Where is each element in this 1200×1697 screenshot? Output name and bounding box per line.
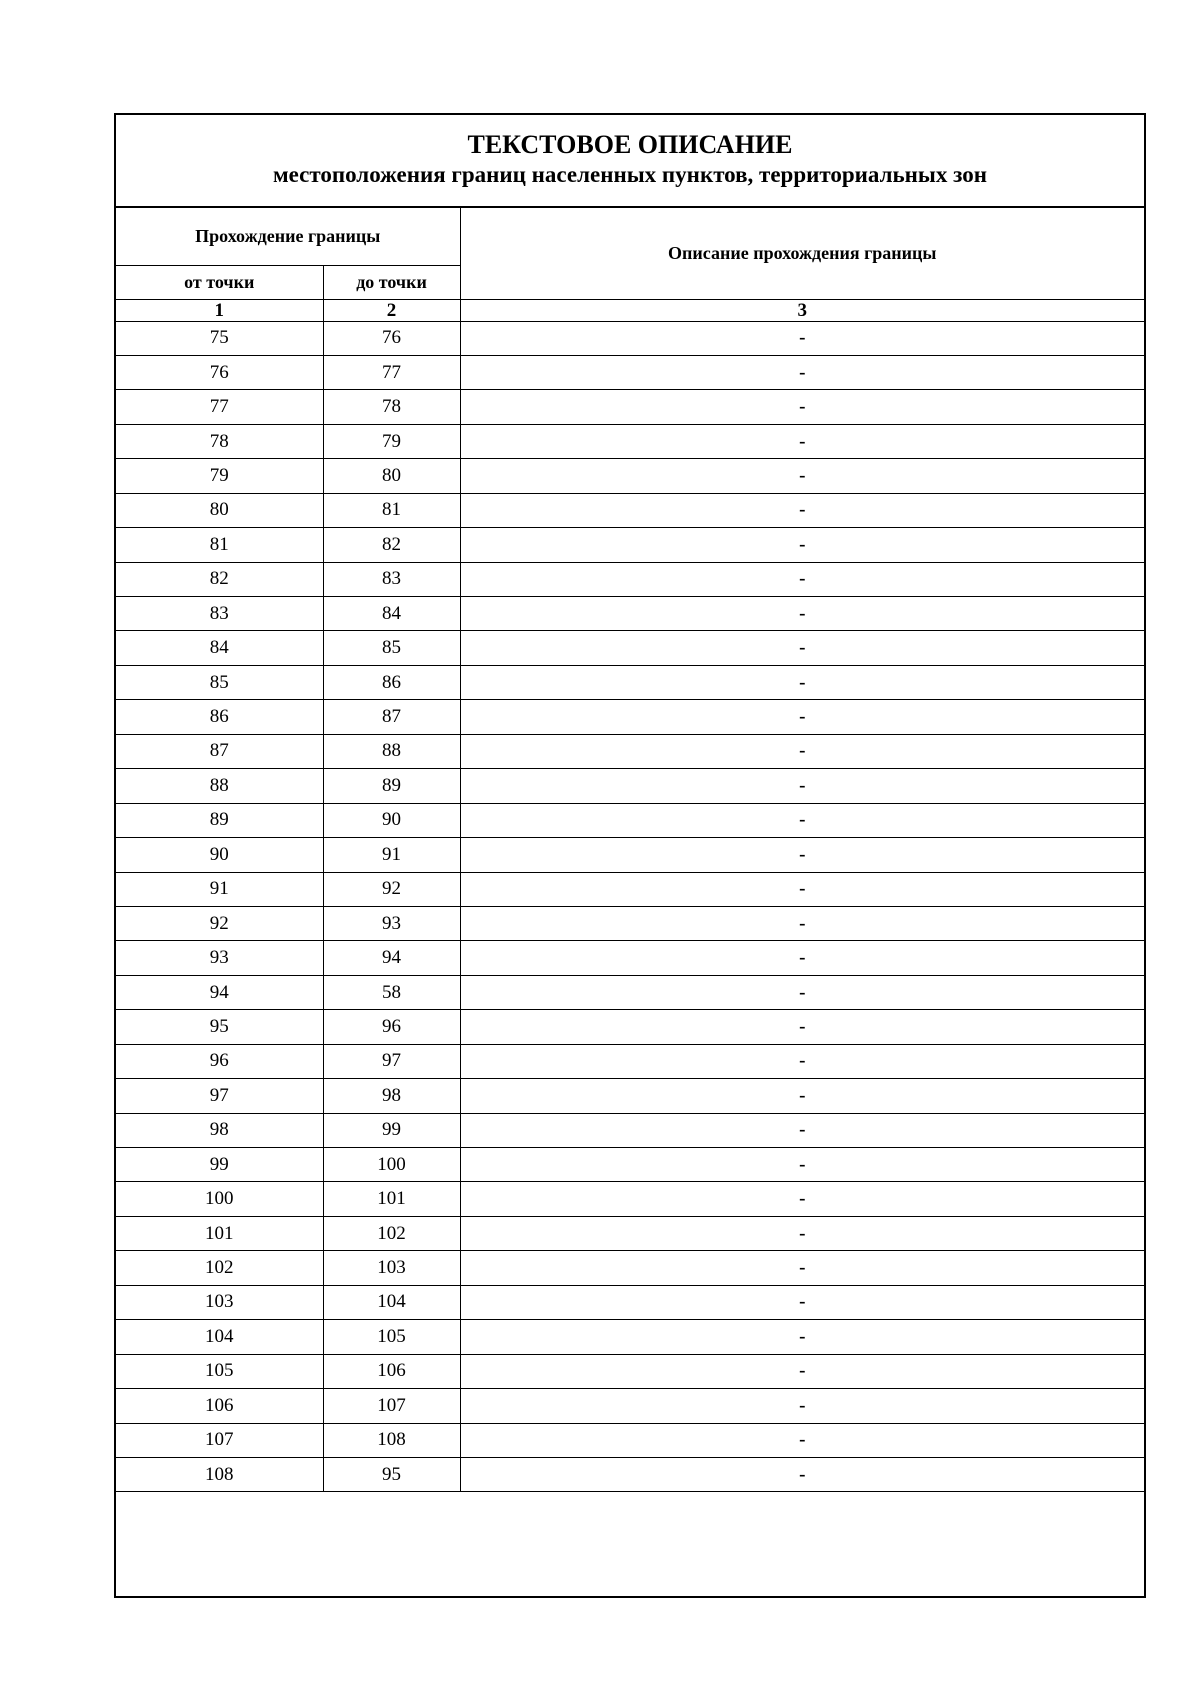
cell-from-point: 94: [116, 975, 323, 1009]
cell-from-point: 91: [116, 872, 323, 906]
cell-from-point: 96: [116, 1044, 323, 1078]
cell-from-point: 83: [116, 597, 323, 631]
cell-description: -: [460, 769, 1144, 803]
cell-from-point: 102: [116, 1251, 323, 1285]
cell-from-point: 108: [116, 1457, 323, 1491]
cell-description: -: [460, 1354, 1144, 1388]
cell-to-point: 85: [323, 631, 460, 665]
cell-to-point: 101: [323, 1182, 460, 1216]
cell-description: -: [460, 1148, 1144, 1182]
cell-to-point: 98: [323, 1079, 460, 1113]
cell-to-point: 83: [323, 562, 460, 596]
cell-to-point: 94: [323, 941, 460, 975]
cell-description: -: [460, 1079, 1144, 1113]
table-row: [116, 1182, 1144, 1216]
table-row: [116, 597, 1144, 631]
table-row: [116, 1320, 1144, 1354]
table-row: [116, 631, 1144, 665]
cell-to-point: 76: [323, 321, 460, 355]
table-row: [116, 1044, 1144, 1078]
cell-description: -: [460, 321, 1144, 355]
cell-to-point: 108: [323, 1423, 460, 1457]
cell-description: -: [460, 734, 1144, 768]
cell-from-point: 95: [116, 1010, 323, 1044]
cell-description: -: [460, 906, 1144, 940]
cell-description: -: [460, 597, 1144, 631]
cell-from-point: 104: [116, 1320, 323, 1354]
cell-from-point: 99: [116, 1148, 323, 1182]
table-row: [116, 769, 1144, 803]
cell-description: -: [460, 1010, 1144, 1044]
cell-description: -: [460, 1423, 1144, 1457]
document-subtitle: местоположения границ населенных пунктов, территориальных зон: [273, 162, 987, 187]
header-col-number-1: 1: [116, 299, 323, 321]
table-row: [116, 1148, 1144, 1182]
header-from-point: от точки: [116, 265, 323, 299]
cell-from-point: 76: [116, 355, 323, 389]
cell-from-point: 75: [116, 321, 323, 355]
header-boundary-passage: Прохождение границы: [116, 208, 460, 265]
table-row: [116, 700, 1144, 734]
cell-from-point: 105: [116, 1354, 323, 1388]
cell-to-point: 92: [323, 872, 460, 906]
table-row: [116, 1389, 1144, 1423]
cell-from-point: 90: [116, 838, 323, 872]
document-title: ТЕКСТОВОЕ ОПИСАНИЕ: [467, 130, 793, 159]
table-row: [116, 941, 1144, 975]
cell-description: -: [460, 838, 1144, 872]
header-to-point: до точки: [323, 265, 460, 299]
cell-description: -: [460, 1251, 1144, 1285]
table-row: [116, 1216, 1144, 1250]
table-row: [116, 1113, 1144, 1147]
table-row: [116, 1010, 1144, 1044]
table-row: [116, 355, 1144, 389]
cell-to-point: 80: [323, 459, 460, 493]
cell-description: -: [460, 355, 1144, 389]
table-row: [116, 665, 1144, 699]
boundary-table: [116, 208, 1144, 1492]
table-row: [116, 734, 1144, 768]
table-row: [116, 975, 1144, 1009]
table-row: [116, 562, 1144, 596]
cell-to-point: 105: [323, 1320, 460, 1354]
cell-to-point: 78: [323, 390, 460, 424]
table-row: [116, 838, 1144, 872]
table-row: [116, 528, 1144, 562]
cell-description: -: [460, 493, 1144, 527]
cell-to-point: 82: [323, 528, 460, 562]
cell-description: -: [460, 562, 1144, 596]
cell-to-point: 104: [323, 1285, 460, 1319]
cell-description: -: [460, 941, 1144, 975]
cell-to-point: 97: [323, 1044, 460, 1078]
cell-to-point: 84: [323, 597, 460, 631]
cell-description: -: [460, 1044, 1144, 1078]
table-row: [116, 1079, 1144, 1113]
cell-to-point: 99: [323, 1113, 460, 1147]
cell-to-point: 95: [323, 1457, 460, 1491]
table-row: [116, 321, 1144, 355]
table-row: [116, 459, 1144, 493]
cell-description: -: [460, 665, 1144, 699]
cell-description: -: [460, 1320, 1144, 1354]
cell-from-point: 89: [116, 803, 323, 837]
cell-to-point: 88: [323, 734, 460, 768]
table-row: [116, 1354, 1144, 1388]
cell-from-point: 80: [116, 493, 323, 527]
cell-from-point: 86: [116, 700, 323, 734]
cell-description: -: [460, 1285, 1144, 1319]
cell-from-point: 79: [116, 459, 323, 493]
cell-to-point: 96: [323, 1010, 460, 1044]
title-block: [116, 115, 1144, 208]
table-row: [116, 493, 1144, 527]
cell-to-point: 91: [323, 838, 460, 872]
table-row: [116, 1285, 1144, 1319]
cell-from-point: 92: [116, 906, 323, 940]
cell-from-point: 106: [116, 1389, 323, 1423]
cell-to-point: 81: [323, 493, 460, 527]
table-row: [116, 872, 1144, 906]
cell-description: -: [460, 390, 1144, 424]
cell-from-point: 97: [116, 1079, 323, 1113]
header-description: Описание прохождения границы: [460, 208, 1144, 299]
cell-description: -: [460, 1389, 1144, 1423]
cell-description: -: [460, 700, 1144, 734]
table-row: [116, 424, 1144, 458]
cell-from-point: 103: [116, 1285, 323, 1319]
cell-to-point: 79: [323, 424, 460, 458]
cell-from-point: 88: [116, 769, 323, 803]
cell-to-point: 106: [323, 1354, 460, 1388]
cell-from-point: 81: [116, 528, 323, 562]
cell-description: -: [460, 803, 1144, 837]
table-row: [116, 803, 1144, 837]
cell-description: -: [460, 1216, 1144, 1250]
cell-description: -: [460, 424, 1144, 458]
cell-description: -: [460, 1457, 1144, 1491]
cell-to-point: 77: [323, 355, 460, 389]
cell-to-point: 102: [323, 1216, 460, 1250]
cell-from-point: 98: [116, 1113, 323, 1147]
cell-description: -: [460, 459, 1144, 493]
cell-description: -: [460, 631, 1144, 665]
document-frame: [114, 113, 1146, 1598]
table-row: [116, 1423, 1144, 1457]
cell-to-point: 90: [323, 803, 460, 837]
cell-from-point: 101: [116, 1216, 323, 1250]
cell-description: -: [460, 1182, 1144, 1216]
cell-to-point: 107: [323, 1389, 460, 1423]
cell-from-point: 93: [116, 941, 323, 975]
cell-to-point: 86: [323, 665, 460, 699]
header-col-number-2: 2: [323, 299, 460, 321]
table-row: [116, 906, 1144, 940]
table-row: [116, 390, 1144, 424]
cell-from-point: 107: [116, 1423, 323, 1457]
cell-to-point: 100: [323, 1148, 460, 1182]
cell-description: -: [460, 975, 1144, 1009]
cell-to-point: 93: [323, 906, 460, 940]
cell-from-point: 100: [116, 1182, 323, 1216]
cell-to-point: 87: [323, 700, 460, 734]
cell-to-point: 103: [323, 1251, 460, 1285]
cell-from-point: 84: [116, 631, 323, 665]
header-col-number-3: 3: [460, 299, 1144, 321]
table-row: [116, 1457, 1144, 1491]
cell-description: -: [460, 1113, 1144, 1147]
table-row: [116, 1251, 1144, 1285]
cell-from-point: 77: [116, 390, 323, 424]
cell-description: -: [460, 872, 1144, 906]
cell-description: -: [460, 528, 1144, 562]
cell-to-point: 89: [323, 769, 460, 803]
cell-to-point: 58: [323, 975, 460, 1009]
cell-from-point: 82: [116, 562, 323, 596]
cell-from-point: 87: [116, 734, 323, 768]
cell-from-point: 85: [116, 665, 323, 699]
cell-from-point: 78: [116, 424, 323, 458]
